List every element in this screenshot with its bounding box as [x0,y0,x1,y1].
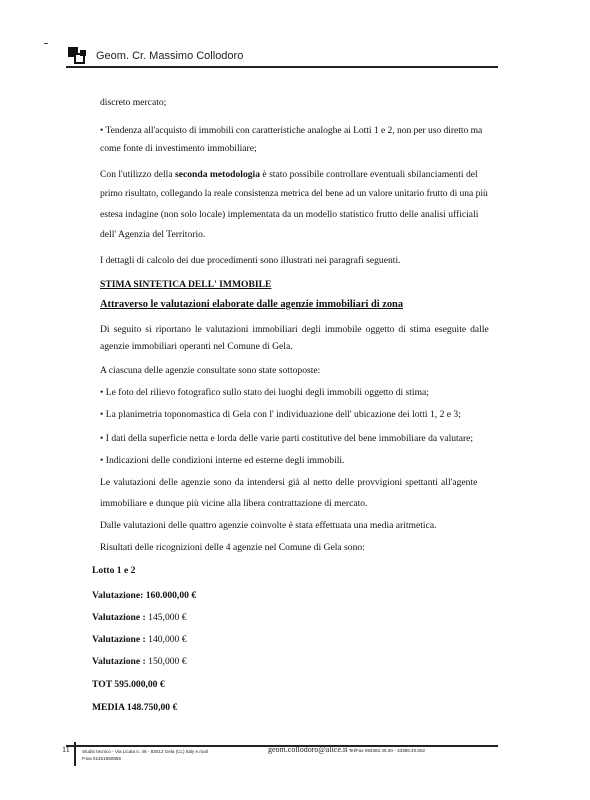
paragraph-line: I dettagli di calcolo dei due procedimenti sono illustrati nei paragrafi seguenti. [100,255,401,266]
emphasis-text: seconda metodologia [175,169,261,180]
footer-studio-address: Studio tecnico - Via Licata n. 46 - 93012 Gela (CL) Italy e.mail [82,749,208,754]
valuation-line: Valutazione : 145,000 € [92,612,187,623]
bullet-item: • Le foto del rilievo fotografico sullo stato dei luoghi degli immobili oggetto di stima; [100,387,429,398]
paragraph-line: Le valutazioni delle agenzie sono da intendersi già al netto delle provvigioni spettanti all'agente [100,477,478,488]
paragraph-line: dell' Agenzia del Territorio. [100,229,206,240]
paragraph-line: Con l'utilizzo della seconda metodologia è stato possibile controllare eventuali sbilanciamenti del [100,169,478,180]
footer-vat: P.iva 01451650855 [82,756,121,761]
paragraph-line: estesa indagine (non solo locale) implementata da un modello statistico frutto delle analisi ufficiali [100,209,479,220]
footer-divider [74,742,76,766]
paragraph-line: Dalle valutazioni delle quattro agenzie coinvolte è stata effettuata una media aritmetica. [100,520,437,531]
paragraph-line: Risultati delle ricognizioni delle 4 agenzie nel Comune di Gela sono: [100,542,365,553]
total-line: TOT 595.000,00 € [92,679,165,690]
header-rule [66,66,498,68]
paragraph-line: agenzie immobiliari operanti nel Comune di Gela. [100,341,293,352]
bullet-item: • I dati della superficie netta e lorda delle varie parti costitutive del bene immobiliare da valutare; [100,433,474,444]
footer-email: geom.collodoro@alice.it [268,745,348,754]
valuation-line: Valutazione : 150,000 € [92,656,187,667]
footer-phone: - Tel/Fax 093382.48.30 - 33386.40.652 [346,748,426,753]
paragraph-line: A ciascuna delle agenzie consultate sono state sottoposte: [100,365,321,376]
paragraph-line: Di seguito si riportano le valutazioni immobiliari degli immobile oggetto di stima eseguite dalle [100,324,489,335]
page-number: 11 [62,745,70,754]
bullet-item: • La planimetria toponomastica di Gela con l' individuazione dell' ubicazione dei lotti 1, 2 e 3; [100,409,461,420]
section-heading: STIMA SINTETICA DELL' IMMOBILE [100,279,272,290]
text-line: come fonte di investimento immobiliare; [100,143,257,154]
paragraph-line: primo risultato, collegando la reale consistenza metrica del bene ad un valore unitario frutto di una più [100,188,488,199]
header-name: Geom. Cr. Massimo Collodoro [96,50,244,62]
subsection-heading: Attraverso le valutazioni elaborate dalle agenzie immobiliari di zona [100,299,404,310]
average-line: MEDIA 148.750,00 € [92,702,178,713]
bullet-item: • Indicazioni delle condizioni interne ed esterne degli immobili. [100,455,345,466]
valuation-line: Valutazione: 160.000,00 € [92,590,197,601]
logo-icon [68,47,92,65]
valuation-line: Valutazione : 140,000 € [92,634,187,645]
header-dash [44,43,48,44]
lot-heading: Lotto 1 e 2 [92,565,136,576]
text-line: discreto mercato; [100,97,167,108]
paragraph-line: immobiliare e dunque più vicine alla libera contrattazione di mercato. [100,498,368,509]
bullet-item: • Tendenza all'acquisto di immobili con caratteristiche analoghe ai Lotti 1 e 2, non per uso diretto ma [100,125,483,136]
